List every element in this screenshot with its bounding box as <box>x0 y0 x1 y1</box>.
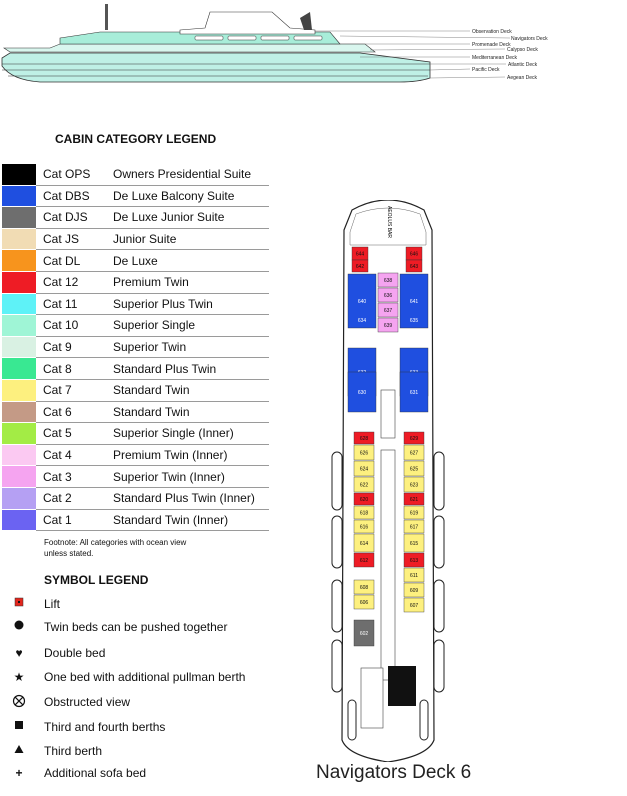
category-row <box>2 423 269 445</box>
category-code: Cat JS <box>36 228 113 250</box>
cabin-number: 602 <box>359 631 369 637</box>
cabin-number: 628 <box>359 436 369 442</box>
symbol-label: Additional sofa bed <box>44 766 147 780</box>
cabin-number: 624 <box>359 466 369 473</box>
cabin-number: 615 <box>409 541 419 547</box>
cabin-number: 640 <box>357 299 367 305</box>
symbol-label: Double bed <box>44 646 106 660</box>
plus-icon: + <box>15 766 23 780</box>
aft-room <box>361 668 383 728</box>
symbol-legend-title: SYMBOL LEGEND <box>44 573 149 587</box>
category-row <box>2 185 269 207</box>
cabin-number: 616 <box>359 524 369 531</box>
category-swatch <box>2 444 36 466</box>
cabin-number: 639 <box>383 323 393 329</box>
category-swatch <box>2 401 36 423</box>
cabin-number: 622 <box>359 482 369 489</box>
category-code: Cat 4 <box>36 444 113 466</box>
dot-icon <box>10 619 28 635</box>
category-name: De Luxe Junior Suite <box>113 207 269 229</box>
symbol-row-third-fourth <box>8 718 268 736</box>
cabin-number: 611 <box>410 573 418 579</box>
category-swatch <box>2 293 36 315</box>
symbol-row-pullman <box>8 668 268 686</box>
cabin-number: 606 <box>359 600 369 606</box>
category-swatch <box>2 207 36 229</box>
category-name: Owners Presidential Suite <box>113 164 269 185</box>
category-name: Superior Twin <box>113 336 269 358</box>
category-name: Superior Twin (Inner) <box>113 466 269 488</box>
cabin-category-table <box>2 164 269 531</box>
category-row <box>2 336 269 358</box>
category-swatch <box>2 250 36 272</box>
category-code: Cat 1 <box>36 509 113 531</box>
symbol-label: Obstructed view <box>44 695 131 709</box>
cabin-number: 627 <box>409 450 419 457</box>
category-name: Junior Suite <box>113 228 269 250</box>
category-code: Cat 10 <box>36 315 113 337</box>
category-name: Standard Twin <box>113 401 269 423</box>
category-row <box>2 250 269 272</box>
symbol-row-sofa-bed <box>8 764 268 782</box>
category-code: Cat 8 <box>36 358 113 380</box>
category-row <box>2 207 269 229</box>
deck-label-navigators: Navigators Deck <box>511 36 548 42</box>
cabin-number: 641 <box>409 299 419 305</box>
deck-label-atlantic: Atlantic Deck <box>508 62 538 68</box>
cabin-number: 623 <box>409 482 419 489</box>
heart-icon: ♥ <box>15 646 23 660</box>
category-row <box>2 164 269 185</box>
category-swatch <box>2 271 36 293</box>
cabin-number: 621 <box>409 497 419 503</box>
symbol-row-third-berth <box>8 742 268 760</box>
bar-label: AEOLUS BAR <box>386 206 392 238</box>
category-row <box>2 401 269 423</box>
category-code: Cat 2 <box>36 487 113 509</box>
category-swatch <box>2 185 36 207</box>
cabin-number: 643 <box>409 264 419 270</box>
category-swatch <box>2 228 36 250</box>
symbol-label: Twin beds can be pushed together <box>44 620 228 634</box>
category-code: Cat DJS <box>36 207 113 229</box>
cabin-number: 613 <box>409 558 419 564</box>
symbol-row-double-bed <box>8 644 268 662</box>
cabin-number: 626 <box>359 450 369 457</box>
symbol-label: Lift <box>44 597 61 611</box>
category-swatch <box>2 466 36 488</box>
category-name: Premium Twin (Inner) <box>113 444 269 466</box>
cabin-number: 630 <box>357 390 367 396</box>
ship-hull <box>2 4 430 82</box>
category-code: Cat 7 <box>36 379 113 401</box>
category-code: Cat 5 <box>36 423 113 445</box>
deck-label-aegean: Aegean Deck <box>507 75 538 81</box>
category-name: Superior Plus Twin <box>113 293 269 315</box>
category-row <box>2 228 269 250</box>
deck-label-pacific: Pacific Deck <box>472 67 500 73</box>
category-name: Standard Twin (Inner) <box>113 509 269 531</box>
cabin-number: 637 <box>383 308 393 314</box>
category-row <box>2 293 269 315</box>
central-stair <box>381 390 395 438</box>
category-swatch <box>2 315 36 337</box>
cabin-number: 634 <box>357 318 367 324</box>
category-row <box>2 466 269 488</box>
category-swatch <box>2 379 36 401</box>
symbol-label: One bed with additional pullman berth <box>44 670 246 684</box>
category-code: Cat DL <box>36 250 113 272</box>
cabin-number: 620 <box>359 497 369 503</box>
deck-plan <box>328 200 448 762</box>
category-swatch <box>2 423 36 445</box>
category-row <box>2 509 269 531</box>
category-row <box>2 271 269 293</box>
category-code: Cat 9 <box>36 336 113 358</box>
deck-label-observation: Observation Deck <box>472 29 512 35</box>
category-code: Cat DBS <box>36 185 113 207</box>
footnote-line-1: Footnote: All categories with ocean view <box>44 538 187 547</box>
category-code: Cat OPS <box>36 164 113 185</box>
deck-label-calypso: Calypso Deck <box>507 47 538 53</box>
cabin-number: 612 <box>359 558 369 564</box>
cabin-number: 619 <box>409 510 419 517</box>
category-name: Superior Single (Inner) <box>113 423 269 445</box>
cabin-number: 642 <box>355 264 365 270</box>
category-swatch <box>2 358 36 380</box>
cabin-number: 635 <box>409 318 419 324</box>
cabin-number: 617 <box>409 524 419 531</box>
category-swatch <box>2 336 36 358</box>
triangle-icon <box>10 743 28 759</box>
category-row <box>2 487 269 509</box>
category-name: Superior Single <box>113 315 269 337</box>
symbol-row-lift <box>8 595 268 613</box>
cabin-number: 644 <box>355 251 365 258</box>
deck-label-promenade: Promenade Deck <box>472 42 511 48</box>
symbol-row-twin-beds <box>8 618 268 636</box>
cabin-number: 636 <box>383 293 393 299</box>
category-name: De Luxe Balcony Suite <box>113 185 269 207</box>
cabin-number: 609 <box>409 588 419 594</box>
cabin-category-legend-title: CABIN CATEGORY LEGEND <box>55 132 217 146</box>
cabin-number: 646 <box>409 251 419 258</box>
category-swatch <box>2 487 36 509</box>
category-name: Standard Plus Twin <box>113 358 269 380</box>
category-code: Cat 11 <box>36 293 113 315</box>
cabin-number: 608 <box>359 585 369 591</box>
category-swatch <box>2 509 36 531</box>
deck-plan-title: Navigators Deck 6 <box>316 762 472 783</box>
square-icon <box>10 719 28 735</box>
star-icon: ★ <box>13 670 25 684</box>
category-name: Standard Plus Twin (Inner) <box>113 487 269 509</box>
category-row <box>2 315 269 337</box>
category-name: Standard Twin <box>113 379 269 401</box>
cabin-number: 631 <box>409 390 419 396</box>
category-row <box>2 379 269 401</box>
symbol-label: Third berth <box>44 744 103 758</box>
footnote-line-2: unless stated. <box>44 549 94 558</box>
cabin-number: 614 <box>359 541 369 547</box>
cabin-number: 607 <box>409 603 419 609</box>
cabin-number: 629 <box>409 436 419 442</box>
category-row <box>2 358 269 380</box>
category-name: Premium Twin <box>113 271 269 293</box>
lift-icon <box>10 596 28 612</box>
deck-label-mediterranean: Mediterranean Deck <box>472 55 518 61</box>
category-row <box>2 444 269 466</box>
cabin-number: 625 <box>409 466 419 473</box>
cabin-number: 638 <box>383 278 393 284</box>
symbol-row-obstructed <box>8 693 268 711</box>
owners-suite-block <box>388 666 416 706</box>
central-corridor <box>381 450 395 680</box>
cabin-number: 618 <box>359 510 369 517</box>
category-swatch <box>2 164 36 185</box>
legend-footnote <box>44 537 186 559</box>
symbol-label: Third and fourth berths <box>44 720 166 734</box>
category-code: Cat 12 <box>36 271 113 293</box>
category-name: De Luxe <box>113 250 269 272</box>
cross-circle-icon <box>10 694 28 710</box>
category-code: Cat 6 <box>36 401 113 423</box>
category-code: Cat 3 <box>36 466 113 488</box>
